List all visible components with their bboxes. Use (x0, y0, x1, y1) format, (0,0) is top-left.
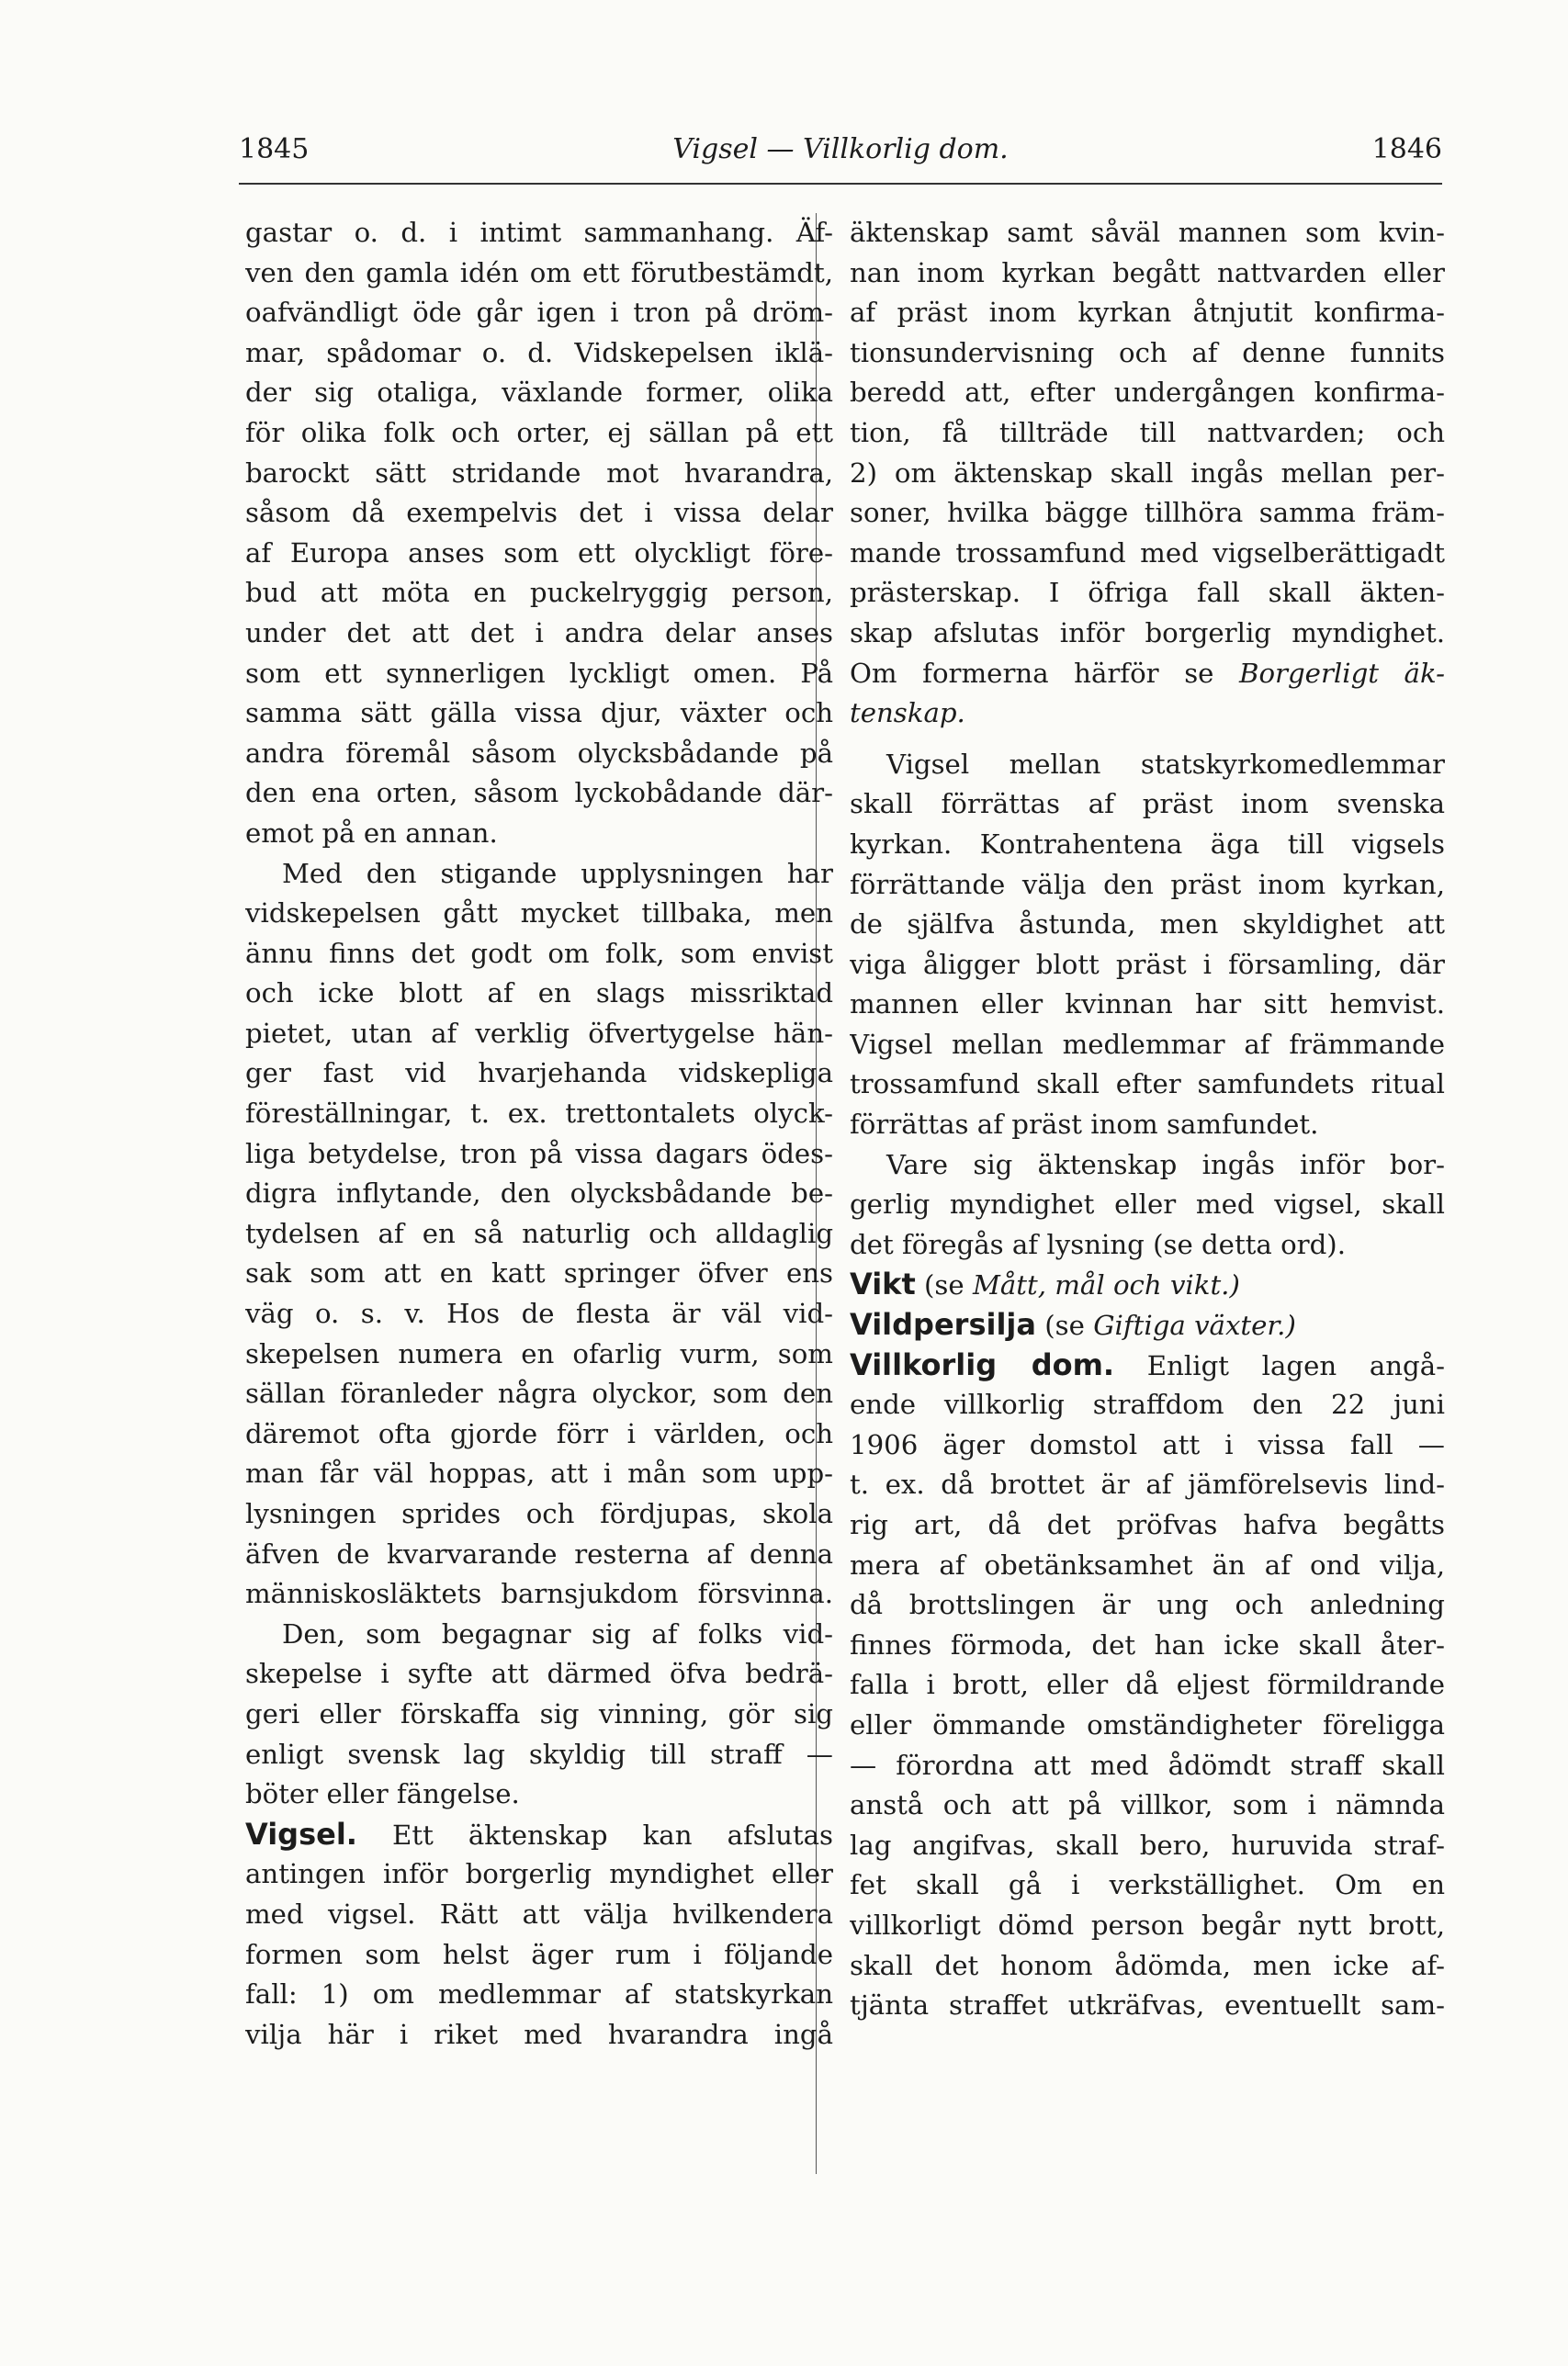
text-line: fet skall gå i verkställighet. Om en (850, 1869, 1445, 1901)
text-line: tydelsen af en så naturlig och alldaglig (245, 1217, 833, 1249)
headword-vildpersilja: Vildpersilja (850, 1307, 1036, 1343)
text-line: ende villkorlig straffdom den 22 juni (850, 1389, 1445, 1421)
text-line: kyrkan. Kontrahentena äga till vigsels (850, 828, 1445, 860)
text-line: viga åligger blott präst i församling, där (850, 948, 1445, 980)
text-line: skepelse i syfte att därmed öfva bedrä- (245, 1658, 833, 1690)
text-line: beredd att, efter undergången konfirma- (850, 377, 1445, 409)
text-line: föreställningar, t. ex. trettontalets olyck- (245, 1098, 833, 1130)
page-number-right: 1846 (1371, 133, 1442, 165)
text-line: ger fast vid hvarjehanda vidskepliga (245, 1057, 833, 1089)
text-line: böter eller fängelse. (245, 1778, 520, 1810)
entry-villkorlig-dom (850, 1346, 1445, 1386)
text-line: lysningen sprides och fördjupas, skola (245, 1498, 833, 1529)
text-line: villkorligt dömd person begår nytt brott, (850, 1909, 1445, 1941)
text-line: barockt sätt stridande mot hvarandra, (245, 456, 833, 489)
text-line: gastar o. d. i intimt sammanhang. Äf- (245, 217, 833, 248)
text-line: då brottslingen är ung och anledning (850, 1589, 1445, 1621)
text-line: t. ex. då brottet är af jämförelsevis lind- (850, 1469, 1445, 1501)
text-line: Ett äktenskap kan afslutas (392, 1819, 833, 1851)
page-number-left: 1845 (239, 133, 310, 165)
text-line: Enligt lagen angå- (1146, 1349, 1445, 1381)
cross-reference-borgerligt (850, 654, 1445, 694)
ref-lead-text: Om formerna härför se (850, 657, 1214, 689)
left-column (245, 213, 833, 2206)
text-line: fall: 1) om medlemmar af statskyrkan (245, 1978, 833, 2011)
text-line: den ena orten, såsom lyckobådande där- (245, 777, 833, 809)
text-line: formen som helst äger rum i följande (245, 1938, 833, 1970)
entry-vigsel (245, 1815, 833, 1855)
text-line: Med den stigande upplysningen har (282, 857, 833, 889)
text-line: skepelsen numera en ofarlig vurm, som (245, 1337, 833, 1369)
text-line: såsom då exempelvis det i vissa delar (245, 497, 833, 529)
ref-italic: Mått, mål och vikt.) (972, 1269, 1240, 1301)
text-line: lag angifvas, skall bero, huruvida straf- (850, 1829, 1445, 1861)
headword-villkorlig-dom: Villkorlig dom. (850, 1346, 1115, 1382)
text-line: däremot ofta gjorde förr i världen, och (245, 1417, 833, 1449)
text-line: ännu finns det godt om folk, som envist (245, 937, 833, 969)
text-line: sällan föranleder några olyckor, som den (245, 1378, 833, 1410)
text-line: samma sätt gälla vissa djur, växter och (245, 697, 833, 729)
text-line: — förordna att med ådömdt straff skall (850, 1749, 1445, 1781)
text-line: för olika folk och orter, ej sällan på ett (245, 416, 833, 448)
text-line: digra inflytande, den olycksbådande be- (245, 1177, 833, 1210)
text-line: soner, hvilka bägge tillhöra samma främ- (850, 497, 1445, 529)
text-line: antingen inför borgerlig myndighet eller (245, 1858, 833, 1890)
text-line: mannen eller kvinnan har sitt hemvist. (850, 988, 1445, 1020)
text-line: af Europa anses som ett olyckligt före- (245, 536, 833, 569)
header-rule (239, 183, 1442, 185)
text-line: människosläktets barnsjukdom försvinna. (245, 1578, 833, 1610)
text-line: mar, spådomar o. d. Vidskepelsen iklä- (245, 336, 833, 368)
text-line: geri eller förskaffa sig vinning, gör sig (245, 1697, 833, 1729)
right-column (850, 213, 1445, 2206)
entry-vildpersilja (850, 1305, 1445, 1346)
text-line: Vigsel mellan statskyrkomedlemmar (886, 748, 1445, 780)
text-line: eller ömmande omständigheter föreligga (850, 1708, 1445, 1741)
ref-italic: Giftiga växter.) (1093, 1310, 1296, 1342)
text-line: oafvändligt öde går igen i tron på dröm- (245, 297, 833, 329)
text-line: finnes förmoda, det han icke skall åter- (850, 1628, 1445, 1661)
text-line: de själfva åstunda, men skyldighet att (850, 908, 1445, 941)
ref-italic: tenskap. (850, 697, 965, 729)
text-line: ven den gamla idén om ett förutbestämdt, (245, 256, 833, 288)
text-line: äfven de kvarvarande resterna af denna (245, 1538, 833, 1570)
text-line: tion, få tillträde till nattvarden; och (850, 416, 1445, 448)
text-line: Vigsel mellan medlemmar af främmande (850, 1028, 1445, 1060)
text-line: skap afslutas inför borgerlig myndighet. (850, 616, 1445, 648)
text-line: falla i brott, eller då eljest förmildrande (850, 1669, 1445, 1701)
text-line: Den, som begagnar sig af folks vid- (282, 1617, 833, 1650)
text-line: sak som att en katt springer öfver ens (245, 1257, 833, 1290)
text-line: med vigsel. Rätt att välja hvilkendera (245, 1898, 833, 1930)
text-line: bud att möta en puckelryggig person, (245, 577, 833, 609)
text-line: skall förrättas af präst inom svenska (850, 788, 1445, 820)
text-line: väg o. s. v. Hos de flesta är väl vid- (245, 1298, 833, 1330)
text-line: skall det honom ådömda, men icke af- (850, 1949, 1445, 1981)
text-line: emot på en annan. (245, 817, 498, 849)
ref-italic: Borgerligt äk- (1239, 657, 1445, 689)
text-line: andra föremål såsom olycksbådande på (245, 737, 833, 769)
text-line: Vare sig äktenskap ingås inför bor- (886, 1148, 1445, 1180)
text-line: 1906 äger domstol att i vissa fall — (850, 1428, 1445, 1460)
headword-vigsel: Vigsel. (245, 1816, 357, 1852)
see-text: (se (924, 1269, 964, 1301)
headword-vikt: Vikt (850, 1267, 916, 1302)
page-header (239, 133, 1442, 179)
text-line: förrättas af präst inom samfundet. (850, 1109, 1319, 1141)
text-line: äktenskap samt såväl mannen som kvin- (850, 217, 1445, 248)
text-line: prästerskap. I öfriga fall skall äkten- (850, 577, 1445, 609)
running-title: Vigsel — Villkorlig dom. (672, 133, 1009, 165)
text-line: trossamfund skall efter samfundets ritual (850, 1068, 1445, 1100)
text-line: 2) om äktenskap skall ingås mellan per- (850, 456, 1445, 489)
text-line: under det att det i andra delar anses (245, 616, 833, 648)
text-line: gerlig myndighet eller med vigsel, skall (850, 1189, 1445, 1221)
entry-vikt (850, 1265, 1445, 1305)
text-line: tjänta straffet utkräfvas, eventuellt sam- (850, 1989, 1445, 2022)
text-line: mande trossamfund med vigselberättigadt (850, 536, 1445, 569)
text-line: som ett synnerligen lyckligt omen. På (245, 657, 833, 689)
text-line: nan inom kyrkan begått nattvarden eller (850, 256, 1445, 288)
text-line: anstå och att på villkor, som i nämnda (850, 1789, 1445, 1821)
text-line: mera af obetänksamhet än af ond vilja, (850, 1549, 1445, 1581)
text-line: tionsundervisning och af denne funnits (850, 336, 1445, 368)
text-line: der sig otaliga, växlande former, olika (245, 377, 833, 409)
text-line: förrättande välja den präst inom kyrkan, (850, 868, 1445, 900)
text-line: det föregås af lysning (se detta ord). (850, 1228, 1346, 1260)
text-line: vilja här i riket med hvarandra ingå (245, 2018, 833, 2050)
text-line: man får väl hoppas, att i mån som upp- (245, 1458, 833, 1490)
text-line: vidskepelsen gått mycket tillbaka, men (245, 897, 833, 930)
text-line: rig art, då det pröfvas hafva begåtts (850, 1509, 1445, 1540)
text-line: pietet, utan af verklig öfvertygelse hän- (245, 1017, 833, 1049)
see-text: (se (1044, 1310, 1085, 1342)
text-line: af präst inom kyrkan åtnjutit konfirma- (850, 297, 1445, 329)
text-line: enligt svensk lag skyldig till straff — (245, 1738, 833, 1770)
text-line: liga betydelse, tron på vissa dagars ödes- (245, 1137, 833, 1169)
text-line: och icke blott af en slags missriktad (245, 977, 833, 1009)
